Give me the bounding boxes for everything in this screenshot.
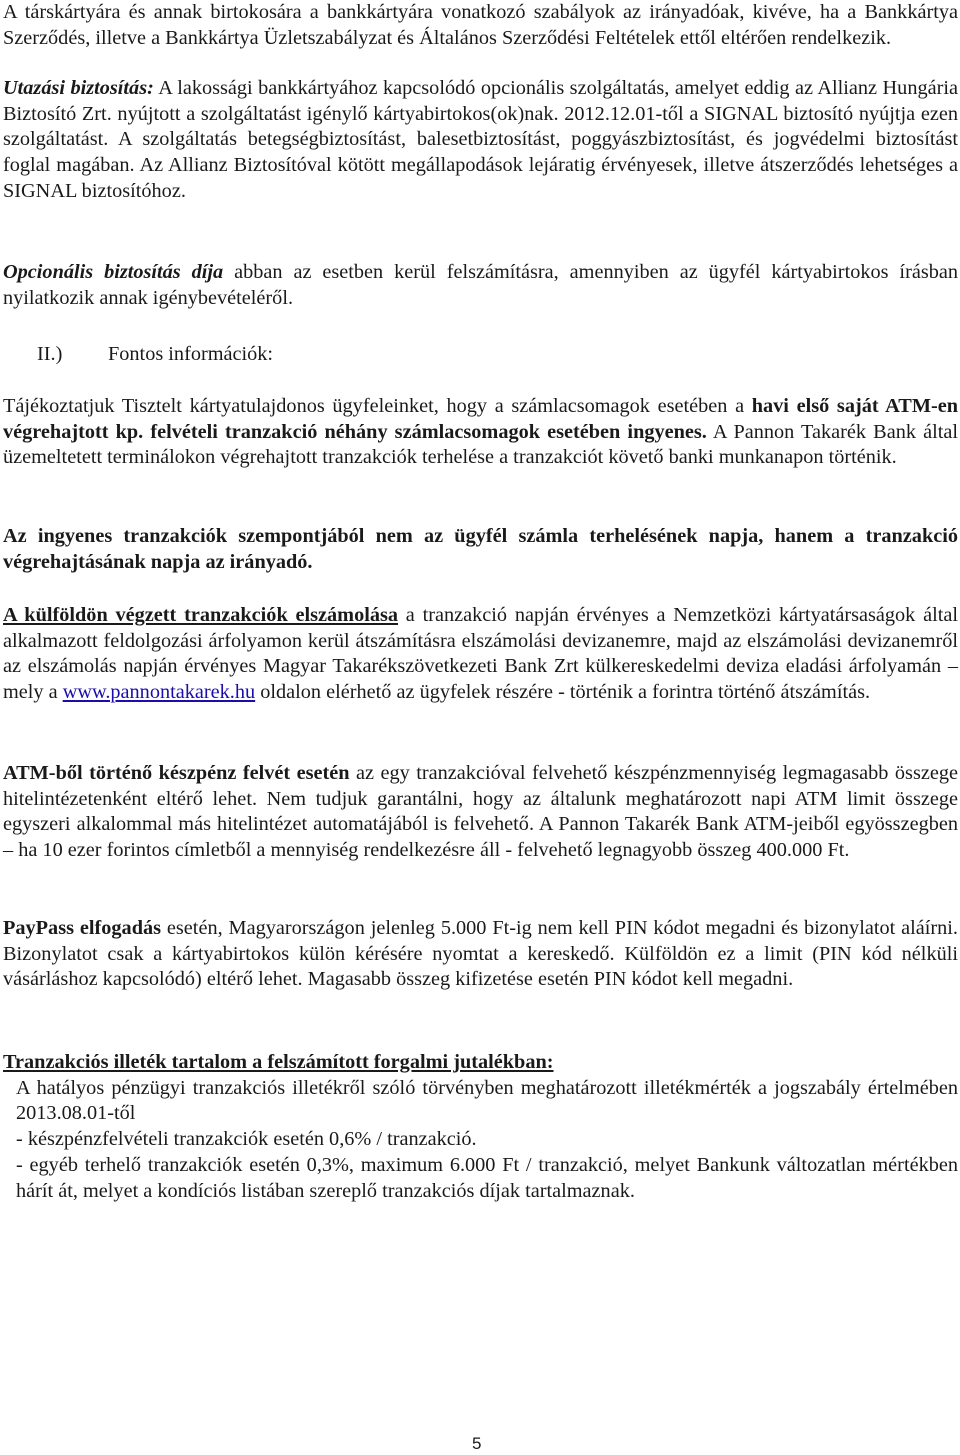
paypass-heading: PayPass elfogadás (3, 917, 162, 939)
paragraph-text: az egy tranzakcióval felvehető készpénzmennyiség legmagasabb összege hitelintézetenként eltérő lehet. Nem tudjuk garantálni, hogy az általunk meghatározott napi ATM limit összege egyszeri alkalommal más hitelintézet automatájából is felvehető. A Pannon Takarék Bank ATM-jeiből egyösszegben – ha 10 ezer forintos címletből a mennyiség rendelkezésre áll - felvehető legnagyobb összeg 400.000 Ft. (3, 762, 958, 862)
paragraph-paypass (3, 916, 958, 993)
paragraph-text: oldalon elérhető az ügyfelek részére - történik a forintra történő átszámítás. (255, 681, 871, 704)
optional-insurance-fee-heading: Opcionális biztosítás díja (3, 261, 224, 283)
paragraph-atm-withdrawal (3, 761, 958, 864)
section-title: Fontos információk: (108, 343, 274, 365)
paragraph-foreign-transactions (3, 603, 958, 706)
paragraph-text: A Pannon Takarék Bank által üzemeltetett terminálokon végrehajtott tranzakciók terhelése a tranzakciót követő banki munkanapon történik. (3, 420, 958, 469)
paragraph-free-atm-transaction (3, 394, 958, 471)
paragraph-text: abban az esetben kerül felszámításra, amennyiben az ügyfél kártyabirtokos írásban nyilatkozik annak igénybevételéről. (3, 261, 958, 309)
paragraph-optional-insurance-fee (3, 260, 958, 311)
transaction-duty-item-cash: - készpénzfelvételi tranzakciók esetén 0,6% / tranzakció. (16, 1128, 477, 1151)
foreign-transactions-heading: A külföldön végzett tranzakciók elszámolása (3, 604, 399, 626)
travel-insurance-heading: Utazási biztosítás: (3, 77, 154, 99)
section-number: II.) (37, 343, 63, 365)
section-transaction-duty (3, 1050, 958, 1204)
paragraph-travel-insurance (3, 76, 958, 205)
paragraph-text: Az ingyenes tranzakciók szempontjából nem az ügyfél számla terhelésének napja, hanem a tranzakció végrehajtásának napja az irányadó. (3, 525, 958, 573)
paragraph-text: A társkártyára és annak birtokosára a bankkártyára vonatkozó szabályok az irányadóak, kivéve, ha a Bankkártya Szerződés, illetve a Bankkártya Üzletszabályzat és Általános Szerződési Feltételek ettől eltérően rendelkezik. (3, 1, 958, 49)
paragraph-companion-card (3, 0, 958, 51)
atm-withdrawal-heading: ATM-ből történő készpénz felvét esetén (3, 762, 350, 784)
page-number: 5 (472, 1434, 482, 1453)
transaction-duty-item-other: - egyéb terhelő tranzakciók esetén 0,3%, maximum 6.000 Ft / tranzakció, melyet Bankunk változatlan mértékben hárít át, melyet a kondíciós listában szereplő tranzakciós díjak tartalmaznak. (16, 1153, 958, 1202)
paragraph-text: A lakossági bankkártyához kapcsolódó opcionális szolgáltatás, amelyet eddig az Allianz Hungária Biztosító Zrt. nyújtott a szolgáltatást igénylő kártyabirtokos(ok)nak. 2012.12.01-től a SIGNAL biztosító nyújtja ezen szolgáltatást. A szolgáltatás betegségbiztosítást, balesetbiztosítást, poggyászbiztosítást, és jogvédelmi biztosítást foglal magában. Az Allianz Biztosítóval kötött megállapodások lejáratig érvényesek, illetve átszerződés lehetséges a SIGNAL biztosítóhoz. (3, 77, 958, 202)
pannontakarek-link[interactable]: www.pannontakarek.hu (62, 681, 256, 704)
paragraph-text: esetén, Magyarországon jelenleg 5.000 Ft-ig nem kell PIN kódot megadni és bizonylatot aláírni. Bizonylatot csak a kártyabirtokos külön kérésére nyomtat a kereskedő. Külföldön ez a limit (PIN kód nélküli vásárláshoz kapcsolódó) eltérő lehet. Magasabb összeg kifizetése esetén PIN kódot kell megadni. (3, 917, 959, 991)
paragraph-text: a tranzakció napján érvényes a Nemzetközi kártyatársaságok által alkalmazott feldolgozási árfolyamon kerül átszámításra elszámolási devizanemre, majd az elszámolási devizanemről az elszámolás napján érvényes Magyar Takarékszövetkezeti Bank Zrt külkereskedelmi deviza eladási árfolyamán – mely a (3, 604, 958, 704)
paragraph-free-transaction-rule (3, 524, 958, 575)
transaction-duty-heading: Tranzakciós illeték tartalom a felszámított forgalmi jutalékban: (3, 1051, 554, 1073)
paragraph-text: Tájékoztatjuk Tisztelt kártyatulajdonos ügyfeleinket, hogy a számlacsomagok esetében a (3, 395, 752, 417)
transaction-duty-intro: A hatályos pénzügyi tranzakciós illetékről szóló törvényben meghatározott illetékmérték a jogszabály értelmében 2013.08.01-től (16, 1076, 958, 1125)
free-transaction-highlight: havi első saját ATM-en végrehajtott kp. felvételi tranzakció néhány számlacsomagok esetében ingyenes. (3, 395, 958, 443)
